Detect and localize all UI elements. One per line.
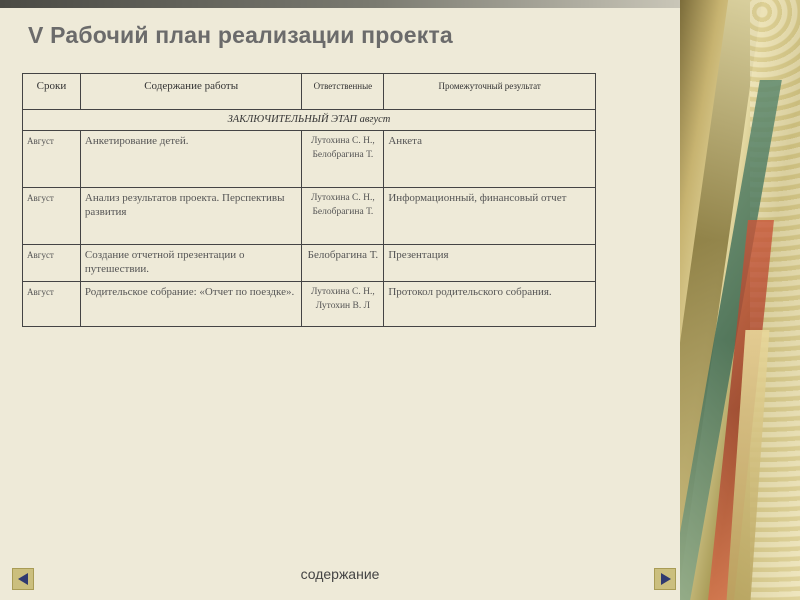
header-term: Сроки xyxy=(23,74,81,110)
work-plan-table xyxy=(22,73,596,327)
slide-title: V Рабочий план реализации проекта xyxy=(28,22,453,48)
header-result: Промежуточный результат xyxy=(384,74,596,110)
cell-responsible: Лутохина С. Н., Белобрагина Т. xyxy=(302,188,384,245)
cell-content: Родительское собрание: «Отчет по поездке». xyxy=(80,282,302,327)
cell-content: Создание отчетной презентации о путешествии. xyxy=(80,245,302,282)
header-responsible: Ответственные xyxy=(302,74,384,110)
table-row xyxy=(23,282,596,327)
stage-label: ЗАКЛЮЧИТЕЛЬНЫЙ ЭТАП август xyxy=(23,110,596,131)
table-row xyxy=(23,245,596,282)
table-header-row xyxy=(23,74,596,110)
cell-result: Анкета xyxy=(384,131,596,188)
cell-result: Информационный, финансовый отчет xyxy=(384,188,596,245)
table-row xyxy=(23,131,596,188)
cell-result: Презентация xyxy=(384,245,596,282)
cell-responsible: Лутохина С. Н., Лутохин В. Л xyxy=(302,282,384,327)
cell-term: Август xyxy=(23,282,81,327)
top-bar xyxy=(0,0,680,8)
slide xyxy=(0,8,680,600)
cell-term: Август xyxy=(23,131,81,188)
table-row xyxy=(23,188,596,245)
cell-term: Август xyxy=(23,245,81,282)
cell-content: Анкетирование детей. xyxy=(80,131,302,188)
cell-responsible: Белобрагина Т. xyxy=(302,245,384,282)
cell-responsible: Лутохина С. Н., Белобрагина Т. xyxy=(302,131,384,188)
header-content: Содержание работы xyxy=(80,74,302,110)
contents-link[interactable]: содержание xyxy=(300,566,380,582)
cell-result: Протокол родительского собрания. xyxy=(384,282,596,327)
cell-term: Август xyxy=(23,188,81,245)
cell-content: Анализ результатов проекта. Перспективы развития xyxy=(80,188,302,245)
stage-row xyxy=(23,110,596,131)
decorative-side-panel xyxy=(680,0,800,600)
